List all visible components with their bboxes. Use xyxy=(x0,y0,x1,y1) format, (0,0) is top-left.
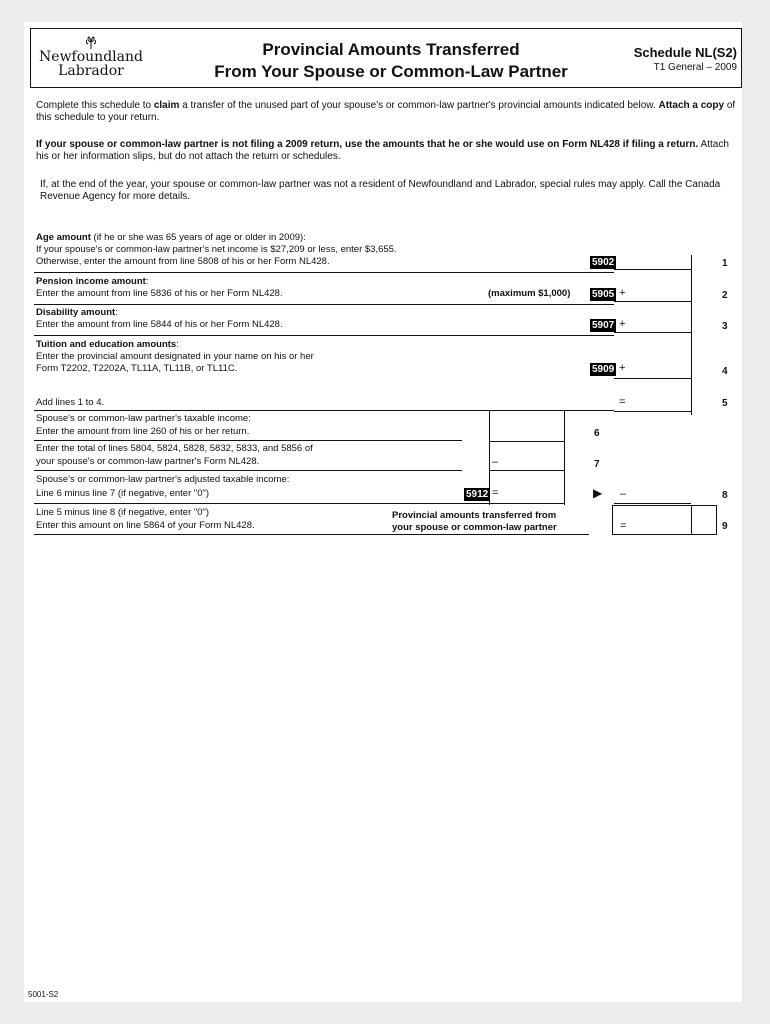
form-page xyxy=(24,22,742,1002)
line-2-input[interactable] xyxy=(614,301,691,302)
intro-paragraph-2 xyxy=(36,139,736,163)
row-divider xyxy=(34,470,462,471)
line-8-code: 5912 xyxy=(466,489,489,500)
intro-p1-c: a transfer of the unused part of your spouse's or common-law partner's provincial amounts indicated below. xyxy=(179,100,659,111)
line-9-input-box[interactable] xyxy=(612,505,717,535)
row-divider xyxy=(34,335,614,336)
pitcher-plant-icon xyxy=(83,36,99,50)
line-4-text-1: Enter the provincial amount designated in your name on his or her xyxy=(36,351,314,362)
line-9-number: 9 xyxy=(722,521,728,532)
line-3-title: Disability amount xyxy=(36,307,116,318)
line-9-equals: = xyxy=(620,520,627,532)
schedule-id xyxy=(634,45,737,73)
line-5-text: Add lines 1 to 4. xyxy=(36,397,105,408)
line-4-input[interactable] xyxy=(614,378,691,379)
line-4-heading xyxy=(36,339,179,350)
line-5-input[interactable] xyxy=(614,411,691,412)
line-1-heading xyxy=(36,232,306,243)
line-7-number: 7 xyxy=(594,459,600,470)
line-1-input[interactable] xyxy=(614,269,691,270)
line-3-code: 5907 xyxy=(592,320,615,331)
row-divider xyxy=(34,534,589,535)
line-3-plus: + xyxy=(619,318,626,330)
line-8-input-right[interactable] xyxy=(614,503,691,504)
line-6-input[interactable] xyxy=(489,441,565,442)
form-title xyxy=(191,39,591,83)
title-line-1: Provincial Amounts Transferred xyxy=(262,40,520,59)
line-1-code: 5902 xyxy=(592,257,615,268)
row-divider xyxy=(34,304,614,305)
form-id: 5001-S2 xyxy=(28,990,59,999)
line-3-colon: : xyxy=(115,307,118,318)
line-4-number: 4 xyxy=(722,366,728,377)
line-2-heading xyxy=(36,276,148,287)
form-header xyxy=(30,28,742,88)
line-6-text-2: Enter the amount from line 260 of his or her return. xyxy=(36,426,250,437)
line-1-title-rest: (if he or she was 65 years of age or older in 2009): xyxy=(90,232,306,243)
middle-column-right-rule xyxy=(564,410,565,505)
line-4-text-2: Form T2202, T2202A, TL11A, TL11B, or TL11C. xyxy=(36,363,238,374)
schedule-name: Schedule NL(S2) xyxy=(633,45,737,60)
line-3-heading xyxy=(36,307,118,318)
line-2-colon: : xyxy=(145,276,149,287)
line-4-title: Tuition and education amounts xyxy=(36,339,177,350)
line-5-equals: = xyxy=(619,396,626,408)
line-8-number: 8 xyxy=(722,490,728,501)
intro-paragraph-3: If, at the end of the year, your spouse or common-law partner was not a resident of Newfoundland and Labrador, special rules may apply. Call the Canada Revenue Agency for more details. xyxy=(40,179,721,202)
line-9-text-1: Line 5 minus line 8 (if negative, enter "0") xyxy=(36,507,210,518)
line-7-input[interactable] xyxy=(489,470,565,471)
line-7-minus: – xyxy=(492,456,499,468)
line-7-text-1: Enter the total of lines 5804, 5824, 5828, 5832, 5833, and 5856 of xyxy=(36,443,313,454)
line-3-text: Enter the amount from line 5844 of his or her Form NL428. xyxy=(36,319,283,330)
intro-p1-e: of this schedule to your return. xyxy=(36,100,736,123)
line-1-text-1: If your spouse's or common-law partner's net income is $27,209 or less, enter $3,655. xyxy=(36,244,397,255)
logo-line-2: Labrador xyxy=(58,63,124,79)
line-2-plus: + xyxy=(619,287,626,299)
row-divider xyxy=(34,503,489,504)
intro-p2-rest: Attach his or her information slips, but do not attach the return or schedules. xyxy=(36,139,729,162)
line-2-text: Enter the amount from line 5836 of his or her Form NL428. xyxy=(36,288,283,299)
line-4-colon: : xyxy=(176,339,179,350)
line-9-label-2: your spouse or common-law partner xyxy=(392,522,557,533)
line-9-text-2: Enter this amount on line 5864 of your Form NL428. xyxy=(36,520,255,531)
line-8-text-1: Spouse's or common-law partner's adjusted taxable income: xyxy=(36,474,290,485)
amount-column-divider xyxy=(691,255,692,415)
title-line-2: From Your Spouse or Common-Law Partner xyxy=(214,62,568,81)
line-8-equals: = xyxy=(492,487,499,499)
intro-paragraph-1 xyxy=(36,100,736,124)
line-9-cents-divider xyxy=(691,505,692,535)
line-6-text-1: Spouse's or common-law partner's taxable income: xyxy=(36,413,251,424)
line-4-plus: + xyxy=(619,362,626,374)
line-1-number: 1 xyxy=(722,258,728,269)
line-8-text-2: Line 6 minus line 7 (if negative, enter "0") xyxy=(36,488,210,499)
intro-p1-b: claim xyxy=(153,100,180,111)
line-8-minus: – xyxy=(620,488,627,500)
intro-p1-d: Attach a copy xyxy=(658,100,725,111)
intro-p2-bold: If your spouse or common-law partner is not filing a 2009 return, use the amounts that he or she would use on Form NL428 if filing a return. xyxy=(36,139,699,150)
line-5-number: 5 xyxy=(722,398,728,409)
row-divider xyxy=(34,410,614,411)
line-1-text-2: Otherwise, enter the amount from line 5808 of his or her Form NL428. xyxy=(36,256,330,267)
line-3-input[interactable] xyxy=(614,332,691,333)
line-8-input-left[interactable] xyxy=(489,503,565,504)
line-2-maximum: (maximum $1,000) xyxy=(488,288,571,299)
line-9-label-1: Provincial amounts transferred from xyxy=(392,510,557,521)
nl-logo xyxy=(36,36,146,84)
line-2-code: 5905 xyxy=(592,289,615,300)
line-3-number: 3 xyxy=(722,321,728,332)
logo-line-1: Newfoundland xyxy=(39,49,143,65)
intro-p1-a: Complete this schedule to xyxy=(36,100,154,111)
line-1-title: Age amount xyxy=(36,232,91,243)
row-divider xyxy=(34,272,614,273)
line-7-text-2: your spouse's or common-law partner's Form NL428. xyxy=(36,456,260,467)
row-divider xyxy=(34,440,462,441)
schedule-subtitle: T1 General – 2009 xyxy=(653,62,737,73)
line-4-code: 5909 xyxy=(592,364,615,375)
line-2-number: 2 xyxy=(722,290,728,301)
line-6-number: 6 xyxy=(594,428,600,439)
line-8-arrow-icon: ▶ xyxy=(593,486,603,500)
line-2-title: Pension income amount xyxy=(36,276,146,287)
